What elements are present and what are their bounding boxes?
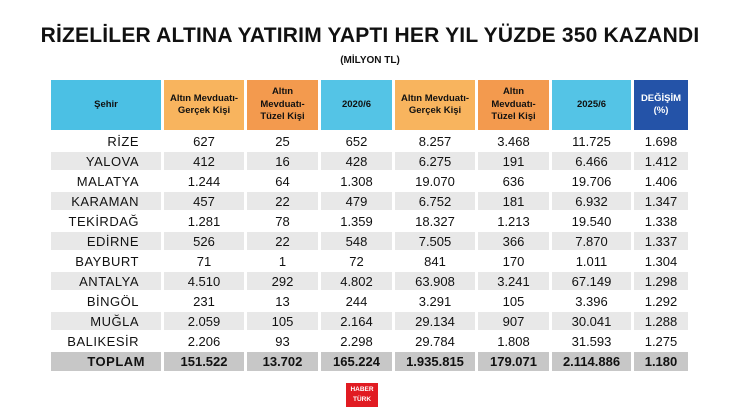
cell-total-2020: 72 [349,253,364,269]
cell-gercek-2025: 63.908 [395,272,475,290]
cell-city: BALIKESİR [67,333,139,349]
cell-total-2020: 652 [345,133,368,149]
haberturk-logo [346,383,378,407]
cell-city: MUĞLA [51,312,161,330]
cell-gercek-2020: 412 [164,152,244,170]
cell-total-2025: 67.149 [552,272,631,290]
total-cell-tuzel-2025: 179.071 [478,352,549,371]
cell-city: BİNGÖL [86,293,139,309]
cell-city: MALATYA [76,173,139,189]
cell-total-2020: 2.298 [340,333,373,349]
cell-city: EDİRNE [51,232,161,250]
table-row [51,272,688,290]
header-total-2020: 2020/6 [321,80,392,130]
cell-total-2020: 4.802 [321,272,392,290]
cell-tuzel-2025: 366 [478,232,549,250]
header-total-2025: 2025/6 [552,80,631,130]
total-cell-tuzel-2020: 13.702 [247,352,318,371]
page-title: RİZELİLER ALTINA YATIRIM YAPTI HER YIL YÜZDE 350 KAZANDI [40,24,700,47]
total-cell-total-2020: 165.224 [321,352,392,371]
cell-change: 1.337 [634,232,688,250]
cell-gercek-2020: 1.281 [187,213,221,229]
cell-total-2025: 19.540 [571,213,612,229]
cell-total-2020: 428 [321,152,392,170]
total-row [51,352,688,371]
header-city: Şehir [51,80,161,130]
cell-total-2020: 1.308 [340,173,373,189]
cell-gercek-2020: 526 [164,232,244,250]
page-subtitle: (MİLYON TL) [340,55,400,66]
table-row [51,152,688,170]
table-row [51,252,688,270]
cell-city: YALOVA [51,152,161,170]
header-row [51,80,688,130]
cell-total-2025: 6.466 [552,152,631,170]
header-gercek-2020: Altın Mevduatı- Gerçek Kişi [164,80,244,130]
cell-total-2025: 31.593 [571,333,612,349]
header-gercek-2025: Altın Mevduatı- Gerçek Kişi [395,80,475,130]
cell-tuzel-2020: 93 [275,333,290,349]
cell-gercek-2020: 4.510 [164,272,244,290]
cell-change: 1.275 [644,333,678,349]
cell-tuzel-2025: 1.213 [497,213,530,229]
cell-total-2025: 7.870 [552,232,631,250]
header-change: DEĞİŞİM (%) [634,80,688,130]
table-row [51,132,688,150]
table-row [51,192,688,210]
cell-total-2025: 3.396 [575,293,608,309]
table-row [51,232,688,250]
cell-gercek-2025: 6.752 [395,192,475,210]
cell-total-2020: 2.164 [321,312,392,330]
cell-change: 1.412 [634,152,688,170]
cell-total-2025: 11.725 [572,133,611,149]
table-row [51,332,688,350]
cell-gercek-2025: 29.784 [415,333,455,349]
cell-gercek-2025: 7.505 [395,232,475,250]
table-row [51,292,688,310]
cell-total-2020: 479 [321,192,392,210]
cell-change: 1.338 [644,213,678,229]
cell-total-2025: 6.932 [552,192,631,210]
cell-city: KARAMAN [51,192,161,210]
logo-line-1: HABER [350,386,374,393]
table-row [51,172,688,190]
cell-tuzel-2020: 105 [247,312,318,330]
header-tuzel-2020: Altın Mevduatı- Tüzel Kişi [247,80,318,130]
logo-line-2: TÜRK [352,396,372,403]
cell-change: 1.698 [644,133,678,149]
cell-change: 1.406 [644,173,678,189]
cell-tuzel-2020: 25 [275,133,290,149]
table-row [51,312,688,330]
cell-gercek-2025: 18.327 [415,213,455,229]
cell-tuzel-2020: 22 [247,232,318,250]
cell-tuzel-2025: 3.468 [497,133,530,149]
cell-tuzel-2025: 1.808 [497,333,530,349]
cell-total-2025: 1.011 [575,253,608,269]
cell-change: 1.304 [644,253,678,269]
cell-gercek-2020: 2.206 [187,333,221,349]
total-cell-gercek-2020: 151.522 [164,352,244,371]
cell-gercek-2020: 457 [164,192,244,210]
cell-tuzel-2020: 16 [247,152,318,170]
cell-gercek-2025: 6.275 [395,152,475,170]
cell-tuzel-2020: 1 [278,253,287,269]
cell-tuzel-2025: 105 [502,293,525,309]
total-cell-total-2025: 2.114.886 [552,352,631,371]
cell-gercek-2020: 2.059 [164,312,244,330]
cell-gercek-2020: 231 [193,293,215,309]
cell-tuzel-2025: 170 [502,253,525,269]
cell-change: 1.347 [634,192,688,210]
cell-tuzel-2020: 22 [247,192,318,210]
cell-gercek-2020: 627 [193,133,215,149]
cell-change: 1.292 [644,293,678,309]
cell-tuzel-2020: 13 [275,293,290,309]
cell-gercek-2025: 19.070 [415,173,455,189]
cell-city: TEKİRDAĞ [68,213,139,229]
cell-tuzel-2020: 78 [275,213,290,229]
table-row [51,212,688,230]
cell-change: 1.298 [634,272,688,290]
cell-tuzel-2025: 636 [502,173,525,189]
cell-tuzel-2025: 907 [478,312,549,330]
cell-total-2020: 1.359 [340,213,373,229]
cell-city: ANTALYA [51,272,161,290]
cell-tuzel-2025: 181 [478,192,549,210]
header-tuzel-2025: Altın Mevduatı- Tüzel Kişi [478,80,549,130]
cell-total-2025: 30.041 [552,312,631,330]
cell-gercek-2025: 29.134 [395,312,475,330]
total-cell-city: TOPLAM [51,352,161,371]
cell-city: BAYBURT [75,253,139,269]
cell-tuzel-2020: 292 [247,272,318,290]
cell-gercek-2020: 71 [196,253,212,269]
cell-gercek-2025: 3.291 [418,293,452,309]
cell-total-2025: 19.706 [571,173,612,189]
cell-tuzel-2020: 64 [275,173,290,189]
total-cell-gercek-2025: 1.935.815 [395,352,475,371]
cell-gercek-2025: 8.257 [418,133,452,149]
cell-gercek-2025: 841 [424,253,446,269]
cell-tuzel-2025: 3.241 [478,272,549,290]
cell-tuzel-2025: 191 [478,152,549,170]
cell-total-2020: 244 [345,293,368,309]
cell-total-2020: 548 [321,232,392,250]
cell-gercek-2020: 1.244 [187,173,221,189]
total-cell-change: 1.180 [634,352,688,371]
gold-deposit-table [48,78,691,373]
cell-city: RİZE [107,133,139,149]
cell-change: 1.288 [634,312,688,330]
